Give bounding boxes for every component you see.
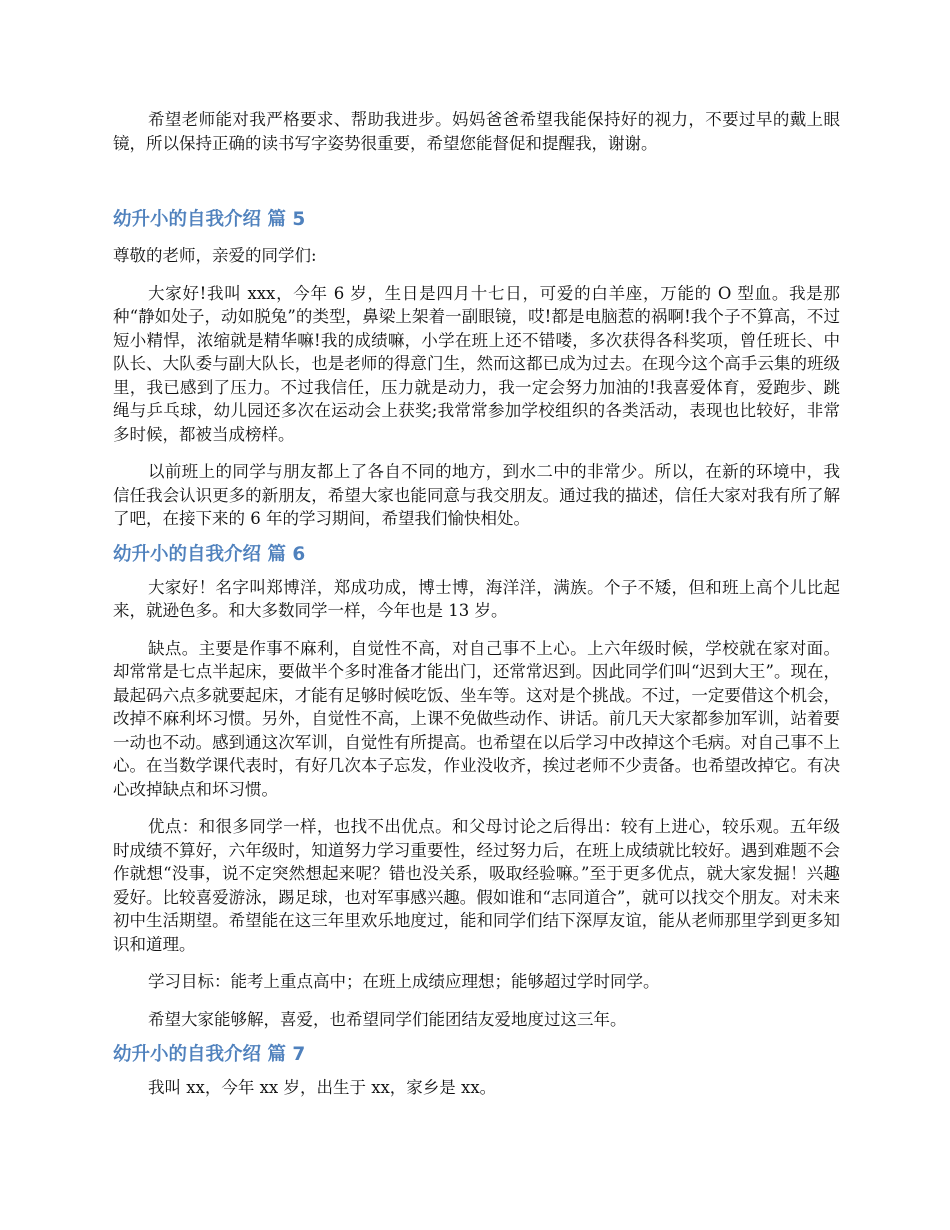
paragraph-section-5-2: 以前班上的同学与朋友都上了各自不同的地方，到水二中的非常少。所以，在新的环境中，我信任我会认识更多的新朋友，希望大家也能同意与我交朋友。通过我的描述，信任大家对我有所了解了吧，在接下来的 6 年的学习期间，希望我们愉快相处。 [113,462,840,528]
heading-section-5: 幼升小的自我介绍 篇 5 [113,209,306,230]
paragraph-section-6-2: 缺点。主要是作事不麻利，自觉性不高，对自己事不上心。上六年级时候，学校就在家对面。却常常是七点半起床，要做半个多时准备才能出门，还常常迟到。因此同学们叫“迟到大王”。现在，最起码六点多就要起床，才能有足够时候吃饭、坐车等。这对是个挑战。不过，一定要借这个机会，改掉不麻利坏习惯。另外，自觉性不高，上课不免做些动作、讲话。前几天大家都参加军训，站着要一动也不动。感到通这次军训，自觉性有所提高。也希望在以后学习中改掉这个毛病。对自己事不上心。在当数学课代表时，有好几次本子忘发，作业没收齐，挨过老师不少责备。也希望改掉它。有决心改掉缺点和坏习惯。 [113,638,840,799]
paragraph-section-6-5: 希望大家能够解，喜爱，也希望同学们能团结友爱地度过这三年。 [148,1009,627,1029]
paragraph-section-6-1: 大家好！名字叫郑博洋，郑成功成，博士博，海洋洋，满族。个子不矮，但和班上高个儿比起来，就逊色多。和大多数同学一样，今年也是 13 岁。 [113,577,840,620]
heading-section-7: 幼升小的自我介绍 篇 7 [113,1044,306,1065]
heading-section-6: 幼升小的自我介绍 篇 6 [113,543,306,565]
paragraph-section-6-4: 学习目标：能考上重点高中；在班上成绩应理想；能够超过学时同学。 [148,972,660,991]
document-page [113,108,840,1100]
paragraph-section-6-3: 优点：和很多同学一样，也找不出优点。和父母讨论之后得出：较有上进心，较乐观。五年级时成绩不算好，六年级时，知道努力学习重要性，经过努力后，在班上成绩就比较好。遇到难题不会作就想“没事，说不定突然想起来呢？错也没关系，吸取经验嘛。”至于更多优点，就大家发掘！兴趣爱好。比较喜爱游泳，踢足球，也对军事感兴趣。假如谁和“志同道合”，就可以找交个朋友。对未来初中生活期望。希望能在这三年里欢乐地度过，能和同学们结下深厚友谊，能从老师那里学到更多知识和道理。 [113,817,840,954]
paragraph-section-7-1: 我叫 xx，今年 xx 岁，出生于 xx，家乡是 xx。 [148,1078,497,1097]
greeting-section-5: 尊敬的老师，亲爱的同学们: [113,246,317,265]
paragraph-intro-tail: 希望老师能对我严格要求、帮助我进步。妈妈爸爸希望我能保持好的视力，不要过早的戴上眼镜，所以保持正确的读书写字姿势很重要，希望您能督促和提醒我，谢谢。 [113,110,840,153]
paragraph-section-5-1: 大家好!我叫 xxx，今年 6 岁，生日是四月十七日，可爱的白羊座，万能的 O 型血。我是那种“静如处子，动如脱兔”的类型，鼻梁上架着一副眼镜，哎!都是电脑惹的祸啊!我个子不算高，不过短小精悍，浓缩就是精华嘛!我的成绩嘛，小学在班上还不错喽，多次获得各科奖项，曾任班长、中队长、大队委与副大队长，也是老师的得意门生，然而这都已成为过去。在现今这个高手云集的班级里，我已感到了压力。不过我信任，压力就是动力，我一定会努力加油的!我喜爱体育，爱跑步、跳绳与乒乓球，幼儿园还多次在运动会上获奖;我常常参加学校组织的各类活动，表现也比较好，非常多时候，都被当成榜样。 [113,283,840,444]
